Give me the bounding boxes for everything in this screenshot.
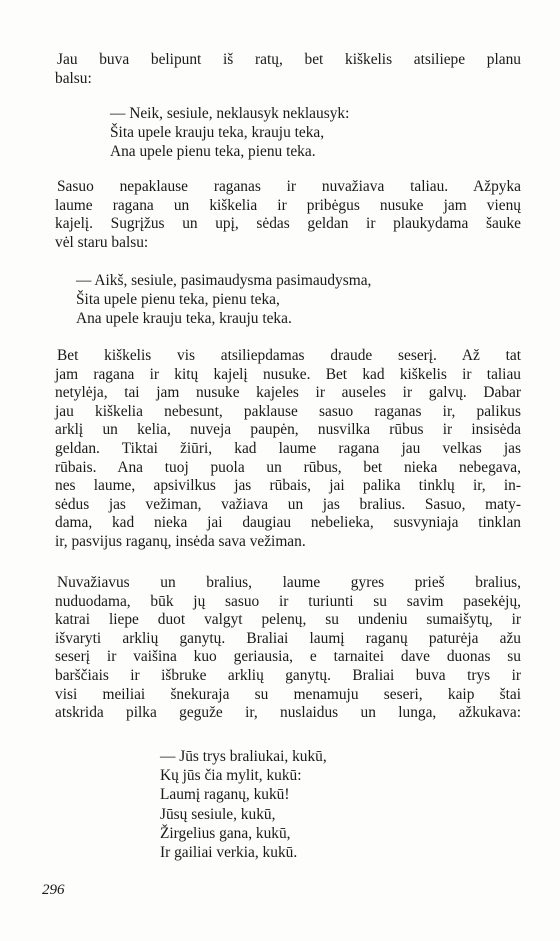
text-line: išvaryti arklių ganytų. Braliai laumį raganų paturėja ažu	[55, 629, 521, 647]
text-line: katrai liepe duot valgyt pelenų, su undeniu sumaišytų, ir	[55, 611, 521, 629]
text-line: sėdus jas vežiman, važiava un jas bralius. Sasuo, maty-	[55, 495, 521, 513]
text-line: kajelį. Sugrįžus un upį, sėdas geldan ir plaukydama šauke	[55, 215, 521, 233]
verse-line: Žirgelius gana, kukū,	[160, 824, 291, 842]
text-line: jam ragana ir kitų kajelį nusuke. Bet kad kiškelis ir taliau	[55, 365, 521, 383]
paragraph-2	[55, 178, 521, 252]
verse-line: — Jūs trys braliukai, kukū,	[160, 748, 327, 765]
text-line: visi meiliai šnekuraja su menamuju seseri, kaip štai	[55, 685, 521, 703]
text-line: jau kiškelia nebesunt, paklause sasuo raganas ir, palikus	[55, 402, 521, 420]
text-line: geldan. Tiktai žiūri, kad laume ragana jau velkas jas	[55, 439, 521, 457]
text-line: laume ragana un kiškelia ir pribėgus nusuke jam vienų	[55, 196, 521, 214]
verse-1	[110, 104, 349, 162]
page-number: 296	[42, 882, 65, 898]
text-line: Nuvažiavus un bralius, laume gyres prieš bralius,	[57, 574, 521, 591]
verse-line: Šita upele krauju teka, krauju teka,	[110, 124, 325, 142]
text-line: netylėja, tai jam nusuke kajeles ir auseles ir galvų. Dabar	[55, 384, 521, 402]
paragraph-3	[55, 347, 521, 552]
text-line: Sasuo nepaklause raganas ir nuvažiava taliau. Ažpyka	[57, 178, 521, 195]
verse-line: — Aikš, sesiule, pasimaudysma pasimaudysma,	[76, 272, 372, 289]
text-line: balsu:	[55, 69, 92, 87]
text-line: barščiais ir išbruke arklių ganytų. Braliai buva trys ir	[55, 666, 521, 684]
text-line: seserį ir vaišina kuo geriausia, e tarnaitei dave duonas su	[55, 648, 521, 666]
text-line: ir, pasvijus raganų, insėda sava vežiman.	[55, 532, 306, 550]
text-line: atskrida pilka geguže ir, nuslaidus un lunga, ažkukava:	[55, 704, 521, 722]
text-line: vėl staru balsu:	[55, 233, 149, 251]
text-line: Bet kiškelis vis atsiliepdamas draude seserį. Až tat	[57, 347, 521, 364]
verse-line: Jūsų sesiule, kukū,	[160, 805, 276, 823]
text-line: rūbais. Ana tuoj puola un rūbus, bet nieka nebegava,	[55, 458, 521, 476]
text-line: nuduodama, būk jų sasuo ir turiunti su savim pasekėjų,	[55, 592, 521, 610]
text-line: arklį un kelia, nuveja paupėn, nusvilka rūbus ir insisėda	[55, 421, 521, 439]
verse-2	[76, 271, 371, 329]
verse-line: Laumį raganų, kukū!	[160, 786, 290, 804]
verse-line: Šita upele pienu teka, pienu teka,	[76, 291, 280, 309]
verse-line: Ana upele pienu teka, pienu teka.	[110, 143, 316, 161]
verse-line: Kų jūs čia mylit, kukū:	[160, 767, 302, 785]
paragraph-1	[55, 51, 521, 88]
text-line: dama, kad nieka jai daugiau nebelieka, susvyniaja tinklan	[55, 514, 521, 532]
verse-line: Ir gailiai verkia, kukū.	[160, 844, 298, 862]
verse-line: Ana upele krauju teka, krauju teka.	[76, 310, 292, 328]
text-line: nes laume, apsivilkus jas rūbais, jai palika tinklų ir, in-	[55, 477, 521, 495]
verse-line: — Neik, sesiule, neklausyk neklausyk:	[110, 105, 350, 122]
verse-3	[160, 747, 327, 862]
paragraph-4	[55, 574, 521, 723]
text-line: Jau buva belipunt iš ratų, bet kiškelis atsiliepe planu	[57, 51, 521, 68]
